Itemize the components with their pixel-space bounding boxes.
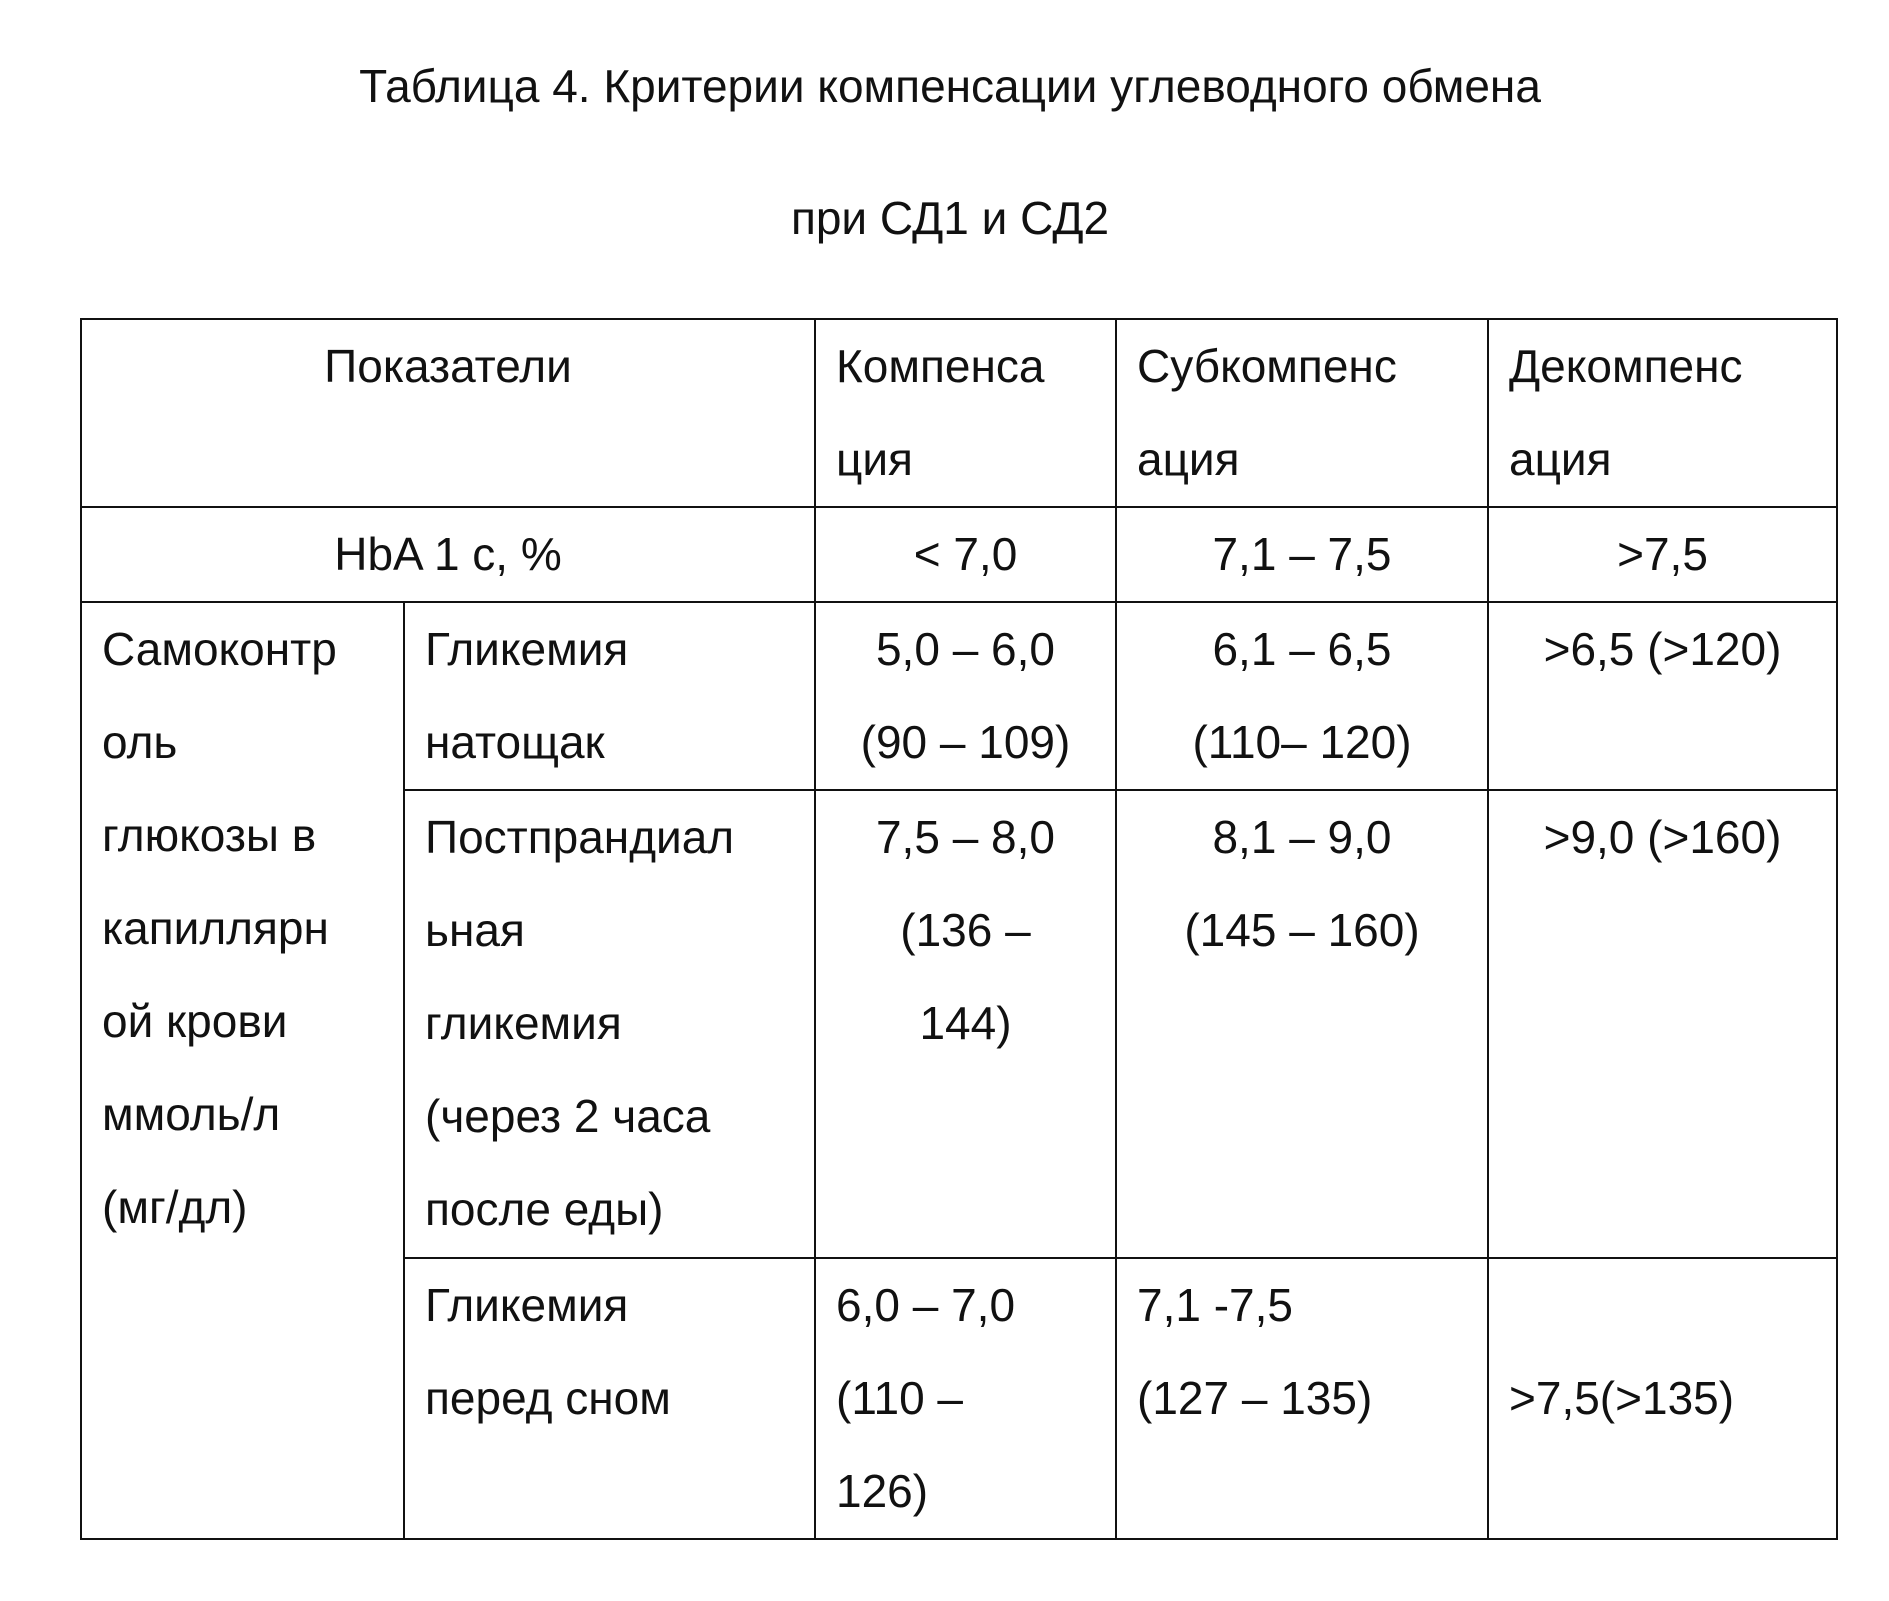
bedtime-subcompensation-cell xyxy=(1116,1258,1488,1539)
table-row-hba1c xyxy=(81,507,1837,602)
header-subcompensation xyxy=(1116,319,1488,507)
fasting-label: Гликемия натощак xyxy=(425,623,629,768)
bedtime-compensation-cell xyxy=(815,1258,1116,1539)
header-compensation-label: Компенса ция xyxy=(836,340,1045,485)
header-indicators xyxy=(81,319,815,507)
fasting-compensation: 5,0 – 6,0 (90 – 109) xyxy=(860,623,1071,768)
postprandial-label: Постпрандиал ьная гликемия (через 2 часа после еды) xyxy=(425,811,735,1235)
bedtime-label: Гликемия перед сном xyxy=(425,1279,671,1424)
header-subcompensation-label: Субкомпенс ация xyxy=(1137,340,1397,485)
hba1c-decompensation-cell xyxy=(1488,507,1837,602)
postprandial-label-cell xyxy=(404,790,815,1258)
header-compensation xyxy=(815,319,1116,507)
fasting-label-cell xyxy=(404,602,815,790)
bedtime-label-cell xyxy=(404,1258,815,1539)
postprandial-subcompensation: 8,1 – 9,0 (145 – 160) xyxy=(1184,811,1420,956)
table-header-row xyxy=(81,319,1837,507)
table-title-line-2: при СД1 и СД2 xyxy=(790,192,1110,244)
hba1c-subcompensation: 7,1 – 7,5 xyxy=(1212,528,1392,580)
bedtime-decompensation-cell xyxy=(1488,1258,1837,1539)
header-decompensation-label: Декомпенс ация xyxy=(1509,340,1743,485)
hba1c-compensation-cell xyxy=(815,507,1116,602)
postprandial-compensation-cell xyxy=(815,790,1116,1258)
selfcontrol-group-cell xyxy=(81,602,404,1539)
postprandial-decompensation: >9,0 (>160) xyxy=(1543,811,1782,863)
hba1c-subcompensation-cell xyxy=(1116,507,1488,602)
fasting-decompensation-cell xyxy=(1488,602,1837,790)
fasting-decompensation: >6,5 (>120) xyxy=(1543,623,1782,675)
hba1c-compensation: < 7,0 xyxy=(913,528,1018,580)
postprandial-compensation: 7,5 – 8,0 (136 – 144) xyxy=(875,811,1056,1049)
header-indicators-label: Показатели xyxy=(324,340,572,392)
criteria-table xyxy=(80,318,1838,1540)
postprandial-decompensation-cell xyxy=(1488,790,1837,1258)
fasting-subcompensation: 6,1 – 6,5 (110– 120) xyxy=(1192,623,1412,768)
bedtime-compensation: 6,0 – 7,0 (110 – 126) xyxy=(836,1279,1016,1517)
postprandial-subcompensation-cell xyxy=(1116,790,1488,1258)
table-row-fasting xyxy=(81,602,1837,790)
selfcontrol-group-label: Самоконтр оль глюкозы в капиллярн ой крови ммоль/л (мг/дл) xyxy=(102,623,337,1233)
bedtime-subcompensation: 7,1 -7,5 (127 – 135) xyxy=(1137,1279,1373,1424)
header-decompensation xyxy=(1488,319,1837,507)
hba1c-label: HbA 1 с, % xyxy=(334,528,562,580)
bedtime-decompensation: >7,5(>135) xyxy=(1509,1372,1735,1424)
fasting-compensation-cell xyxy=(815,602,1116,790)
hba1c-label-cell xyxy=(81,507,815,602)
fasting-subcompensation-cell xyxy=(1116,602,1488,790)
hba1c-decompensation: >7,5 xyxy=(1617,528,1708,580)
table-title-line-1: Таблица 4. Критерии компенсации углеводного обмена xyxy=(359,60,1541,112)
